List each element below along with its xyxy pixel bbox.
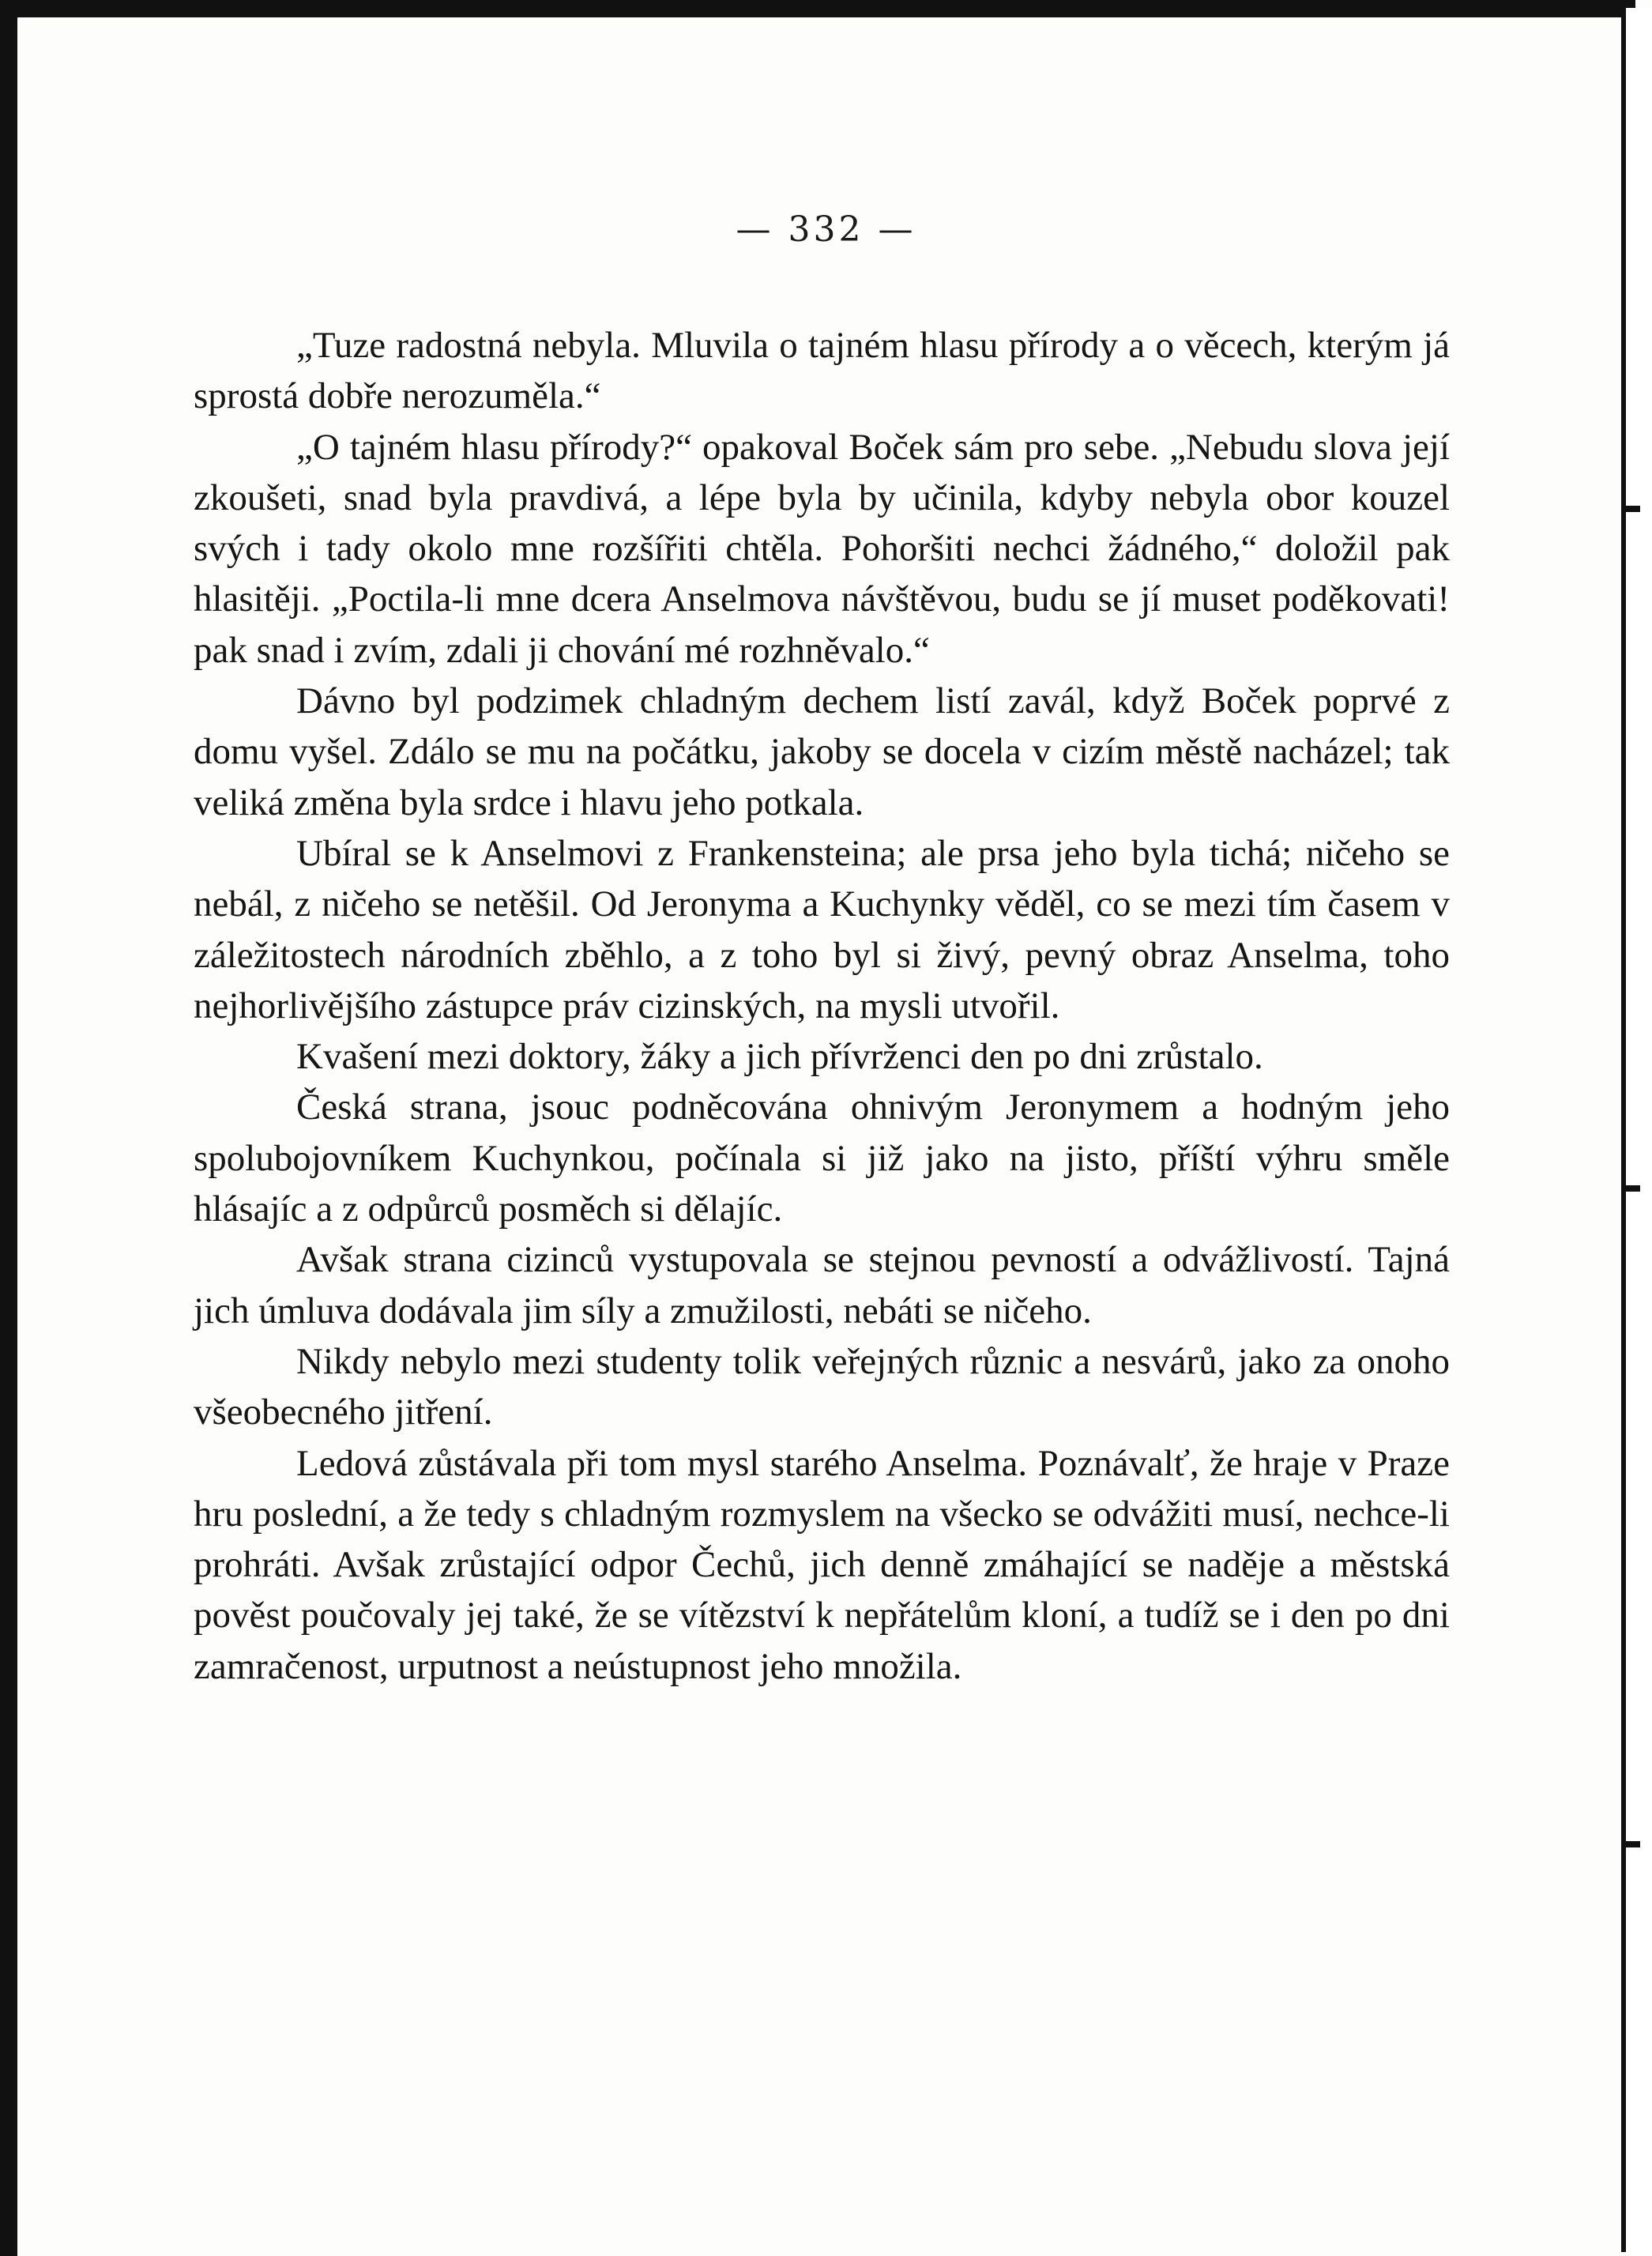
paragraph: Avšak strana cizinců vystupovala se stejnou pevností a odvážlivostí. Tajná jich úmluva dodávala jim síly a zmužilosti, nebáti se ničeho. <box>194 1239 1450 1331</box>
scan-border-left <box>0 0 17 2256</box>
paragraph: „O tajném hlasu přírody?“ opakoval Boček sám pro sebe. „Nebudu slova její zkoušeti, snad byla pravdivá, a lépe byla by učinila, kdyby nebyla obor kouzel svých i tady okolo mne rozšířiti chtěla. Pohoršiti nechci žádného,“ doložil pak hlasitěji. „Poctila-li mne dcera Anselmova návštěvou, budu se jí muset poděkovati! pak snad i zvím, zdali ji chování mé rozhněvalo.“ <box>194 426 1450 671</box>
paragraph: Dávno byl podzimek chladným dechem listí zavál, když Boček poprvé z domu vyšel. Zdálo se mu na počátku, jakoby se docela v cizím městě nacházel; tak veliká změna byla srdce i hlavu jeho potkala. <box>194 680 1450 823</box>
paragraph: Ledová zůstávala při tom mysl starého Anselma. Poznávalť, že hraje v Praze hru poslední, a že tedy s chladným rozmyslem na všecko se odvážiti musí, nechce-li prohráti. Avšak zrůstající odpor Čechů, jich denně zmáhající se naděje a městská pověst poučovaly jej také, že se vítězství k nepřátelům kloní, a tudíž se i den po dni zamračenost, urputnost a neústupnost jeho množila. <box>194 1442 1450 1687</box>
scan-mark <box>1621 506 1640 512</box>
scan-border-top <box>8 0 1635 17</box>
page-number: — 332 — <box>736 209 916 250</box>
scan-mark <box>1621 1841 1640 1847</box>
body-text <box>194 320 1450 1692</box>
paragraph: „Tuze radostná nebyla. Mluvila o tajném hlasu přírody a o věcech, kterým já sprostá dobře nerozuměla.“ <box>194 325 1450 417</box>
paragraph: Česká strana, jsouc podněcována ohnivým Jeronymem a hodným jeho spolubojovníkem Kuchynkou, počínala si již jako na jisto, příští výhru směle hlásajíc a z odpůrců posměch si dělajíc. <box>194 1087 1450 1230</box>
paragraph: Kvašení mezi doktory, žáky a jich přívrženci den po dni zrůstalo. <box>296 1036 1263 1078</box>
paragraph: Ubíral se k Anselmovi z Frankensteina; ale prsa jeho byla tichá; ničeho se nebál, z ničeho se netěšil. Od Jeronyma a Kuchynky věděl, co se mezi tím časem v záležitostech národních zběhlo, a z toho byl si živý, pevný obraz Anselma, toho nejhorlivějšího zástupce práv cizinských, na mysli utvořil. <box>194 832 1450 1026</box>
scan-mark <box>1621 1185 1640 1192</box>
scan-margin-right <box>1626 8 1652 2256</box>
paragraph: Nikdy nebylo mezi studenty tolik veřejných různic a nesvárů, jako za onoho všeobecného jitření. <box>194 1340 1450 1433</box>
